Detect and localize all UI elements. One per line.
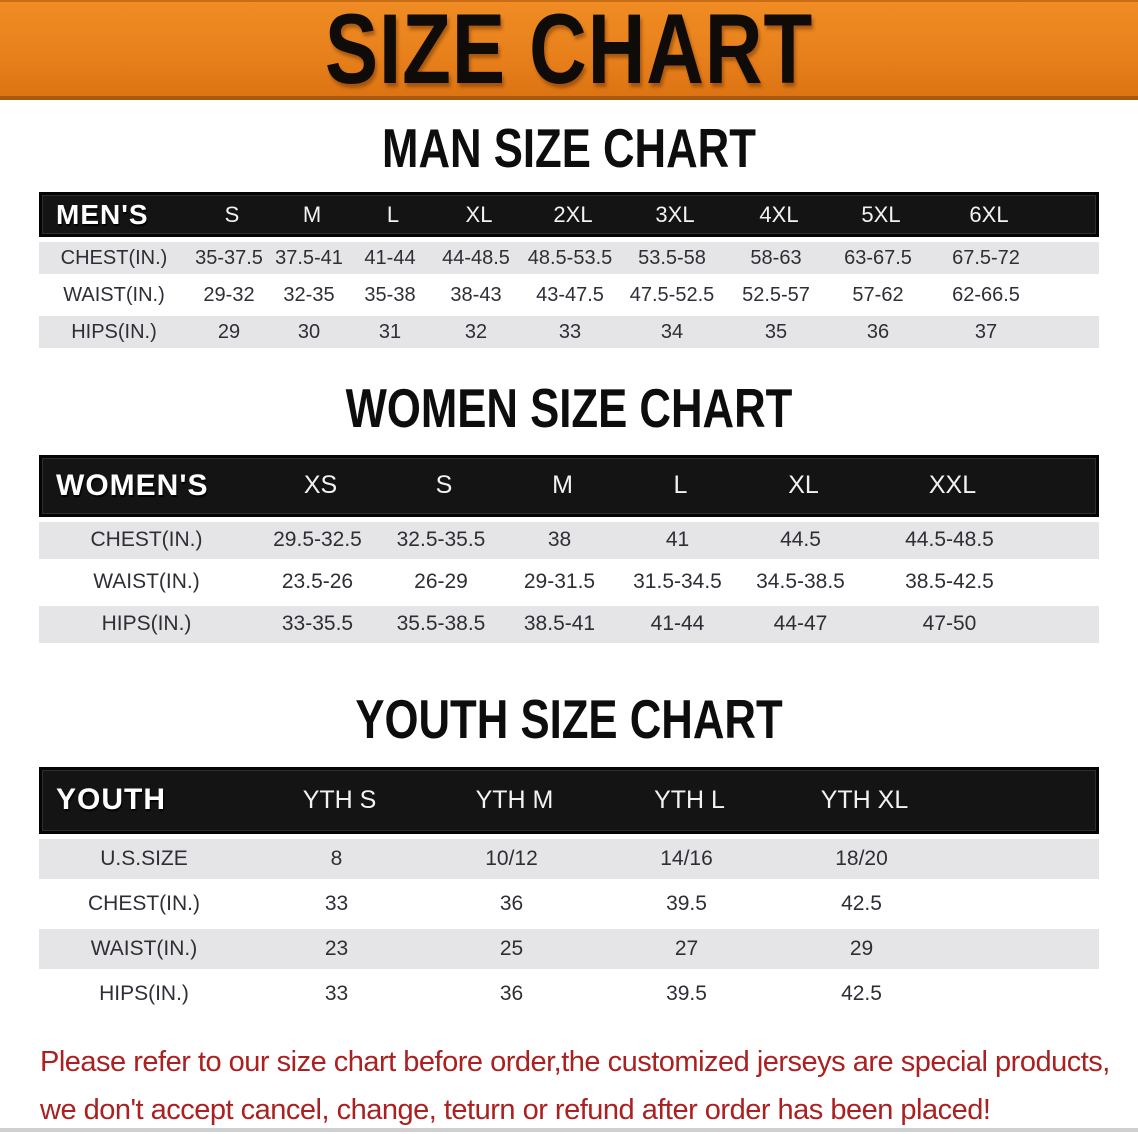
value-cell: 36 xyxy=(866,320,890,343)
value-cell: 67.5-72 xyxy=(952,246,1020,269)
value-cell: 34 xyxy=(660,320,684,343)
value-cell: 37 xyxy=(974,320,998,343)
value-cell: 33 xyxy=(324,891,349,915)
size-header-cell: 3XL xyxy=(655,201,695,227)
value-cell: 63-67.5 xyxy=(844,246,912,269)
value-cell: 23 xyxy=(324,936,349,960)
disclaimer-line-1: Please refer to our size chart before order,the customized jerseys are special products, xyxy=(40,1045,1110,1078)
value-cell: 38.5-42.5 xyxy=(905,570,994,594)
row-label: WAIST(IN.) xyxy=(63,283,165,306)
value-cell: 27 xyxy=(674,936,699,960)
value-cell: 58-63 xyxy=(750,246,802,269)
disclaimer-text xyxy=(40,1038,1110,1134)
disclaimer-line-2: we don't accept cancel, change, teturn or refund after order has been placed! xyxy=(40,1093,991,1126)
value-cell: 29 xyxy=(849,936,874,960)
size-header-cell: 4XL xyxy=(759,201,799,227)
size-header-cell: YTH S xyxy=(302,785,377,814)
table-row xyxy=(39,242,1099,274)
value-cell: 41 xyxy=(665,528,690,552)
row-label: CHEST(IN.) xyxy=(90,528,203,552)
size-header-cell: 5XL xyxy=(861,201,901,227)
row-label: HIPS(IN.) xyxy=(71,320,157,343)
value-cell: 33 xyxy=(558,320,582,343)
table-row xyxy=(39,929,1099,969)
value-cell: 25 xyxy=(499,936,524,960)
size-header-cell: S xyxy=(435,471,453,500)
value-cell: 35-37.5 xyxy=(195,246,263,269)
value-cell: 31.5-34.5 xyxy=(633,570,722,594)
size-header-cell: XS xyxy=(303,471,338,500)
value-cell: 33-35.5 xyxy=(281,612,354,636)
value-cell: 47.5-52.5 xyxy=(629,283,715,306)
row-label: U.S.SIZE xyxy=(100,846,188,870)
value-cell: 8 xyxy=(330,846,343,870)
banner-title: SIZE CHART xyxy=(324,0,814,105)
value-cell: 44-47 xyxy=(773,612,828,636)
men-section-heading: MAN SIZE CHART xyxy=(382,117,756,179)
men-table-header xyxy=(39,192,1099,237)
size-header-cell: 6XL xyxy=(969,201,1009,227)
value-cell: 44.5-48.5 xyxy=(905,528,994,552)
value-cell: 35.5-38.5 xyxy=(396,612,486,636)
size-header-cell: YTH XL xyxy=(820,785,909,814)
value-cell: 57-62 xyxy=(852,283,904,306)
size-header-cell: M xyxy=(302,201,322,227)
women-section-heading: WOMEN SIZE CHART xyxy=(345,377,793,439)
value-cell: 39.5 xyxy=(666,891,707,915)
value-cell: 53.5-58 xyxy=(638,246,706,269)
men-corner-label: MEN'S xyxy=(56,198,149,230)
value-cell: 43-47.5 xyxy=(536,283,604,306)
size-header-cell: M xyxy=(552,471,573,500)
youth-corner-label: YOUTH xyxy=(56,783,166,817)
table-row xyxy=(39,606,1099,643)
table-row xyxy=(39,974,1099,1014)
row-label: HIPS(IN.) xyxy=(101,612,192,636)
value-cell: 31 xyxy=(378,320,402,343)
bottom-edge-strip xyxy=(0,1128,1138,1132)
value-cell: 42.5 xyxy=(841,891,882,915)
value-cell: 36 xyxy=(499,891,524,915)
youth-table-header xyxy=(39,767,1099,834)
youth-size-table xyxy=(39,767,1099,1014)
men-size-table xyxy=(39,192,1099,348)
value-cell: 41-44 xyxy=(650,612,705,636)
value-cell: 44-48.5 xyxy=(442,246,510,269)
value-cell: 62-66.5 xyxy=(952,283,1020,306)
row-label: WAIST(IN.) xyxy=(90,936,198,960)
value-cell: 10/12 xyxy=(485,846,538,870)
value-cell: 29-32 xyxy=(203,283,255,306)
value-cell: 41-44 xyxy=(364,246,416,269)
value-cell: 29-31.5 xyxy=(523,570,596,594)
size-header-cell: YTH M xyxy=(475,785,554,814)
size-header-cell: XL xyxy=(788,471,819,500)
row-label: CHEST(IN.) xyxy=(88,891,200,915)
table-row xyxy=(39,884,1099,924)
value-cell: 39.5 xyxy=(666,981,707,1005)
table-row xyxy=(39,279,1099,311)
size-header-cell: XXL xyxy=(928,471,977,500)
value-cell: 18/20 xyxy=(835,846,888,870)
table-row xyxy=(39,564,1099,601)
women-corner-label: WOMEN'S xyxy=(56,468,209,502)
value-cell: 36 xyxy=(499,981,524,1005)
value-cell: 52.5-57 xyxy=(742,283,810,306)
table-row xyxy=(39,316,1099,348)
value-cell: 38 xyxy=(547,528,572,552)
value-cell: 29 xyxy=(217,320,241,343)
value-cell: 33 xyxy=(324,981,349,1005)
size-header-cell: 2XL xyxy=(553,201,593,227)
value-cell: 48.5-53.5 xyxy=(527,246,613,269)
value-cell: 30 xyxy=(297,320,321,343)
size-header-cell: YTH L xyxy=(654,785,725,814)
size-header-cell: L xyxy=(673,471,688,500)
row-label: WAIST(IN.) xyxy=(93,570,200,594)
value-cell: 23.5-26 xyxy=(281,570,354,594)
banner xyxy=(0,0,1138,105)
size-header-cell: XL xyxy=(465,201,493,227)
size-header-cell: L xyxy=(386,201,400,227)
value-cell: 32-35 xyxy=(283,283,335,306)
value-cell: 32.5-35.5 xyxy=(396,528,486,552)
value-cell: 44.5 xyxy=(780,528,821,552)
row-label: CHEST(IN.) xyxy=(60,246,168,269)
value-cell: 47-50 xyxy=(922,612,977,636)
value-cell: 35 xyxy=(764,320,788,343)
value-cell: 26-29 xyxy=(414,570,468,594)
table-row xyxy=(39,522,1099,559)
value-cell: 32 xyxy=(464,320,488,343)
women-size-table xyxy=(39,455,1099,643)
size-header-cell: S xyxy=(224,201,240,227)
table-row xyxy=(39,839,1099,879)
value-cell: 29.5-32.5 xyxy=(273,528,362,552)
value-cell: 34.5-38.5 xyxy=(756,570,845,594)
value-cell: 14/16 xyxy=(660,846,713,870)
value-cell: 38.5-41 xyxy=(523,612,596,636)
women-table-header xyxy=(39,455,1099,517)
value-cell: 37.5-41 xyxy=(275,246,343,269)
value-cell: 35-38 xyxy=(364,283,416,306)
row-label: HIPS(IN.) xyxy=(99,981,189,1005)
value-cell: 42.5 xyxy=(841,981,882,1005)
youth-section-heading: YOUTH SIZE CHART xyxy=(355,687,783,750)
value-cell: 38-43 xyxy=(450,283,502,306)
